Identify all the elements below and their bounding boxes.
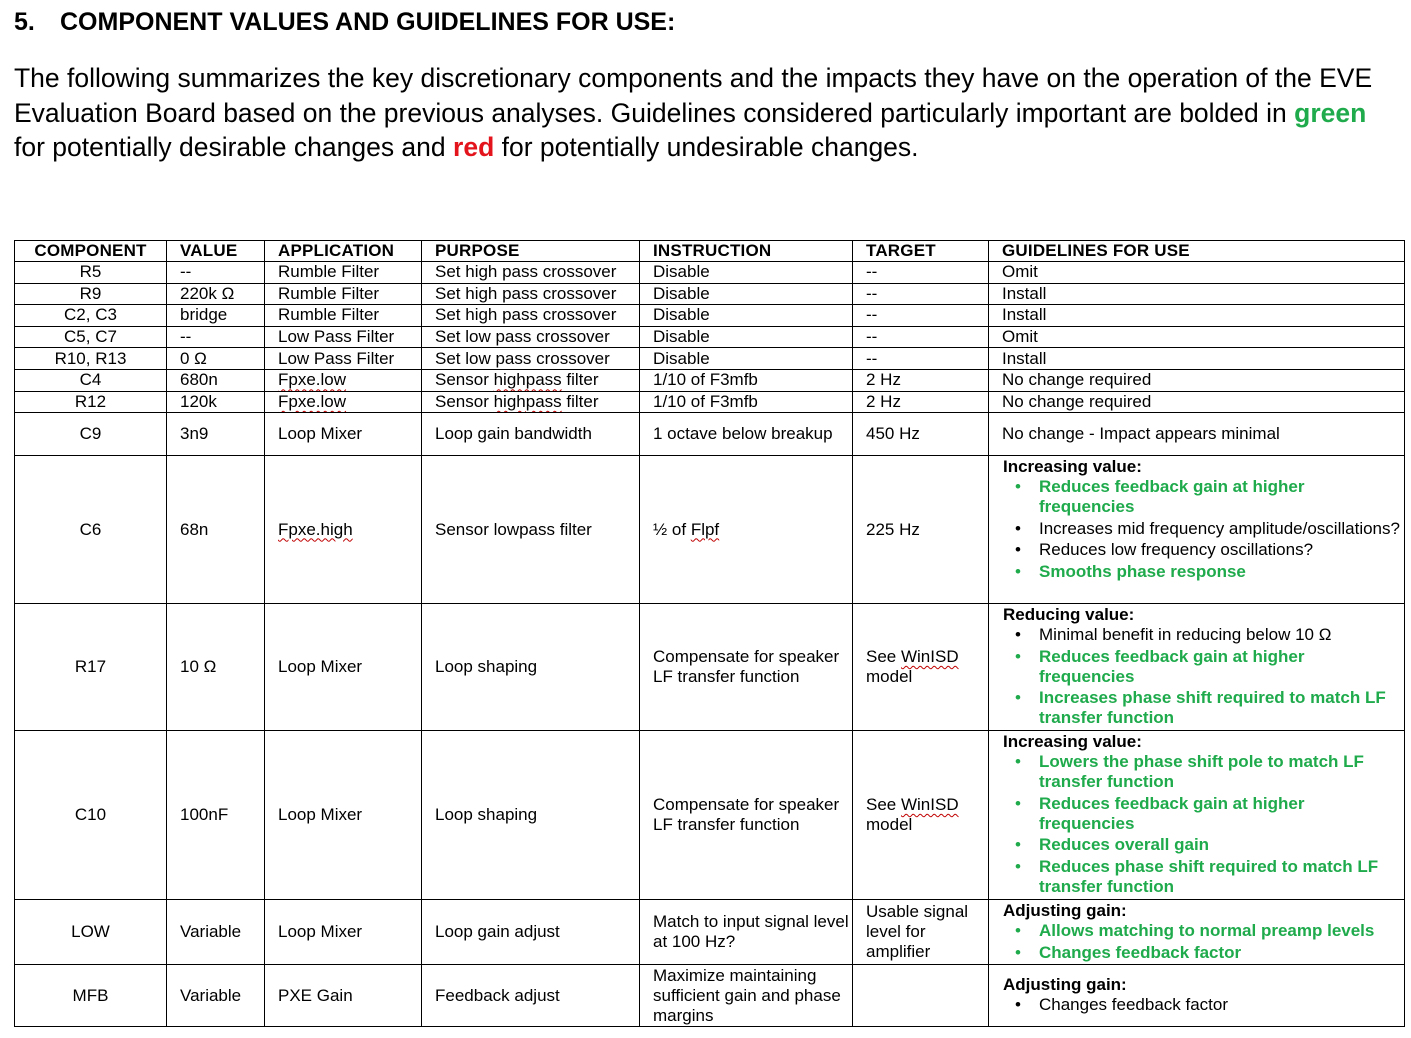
guideline-list <box>1003 625 1404 728</box>
table-header-row <box>15 241 1405 262</box>
cell-target: 2 Hz <box>853 369 989 391</box>
cell-target: -- <box>853 262 989 284</box>
cell-purpose: Loop shaping <box>422 604 640 731</box>
cell-guideline <box>989 456 1405 604</box>
cell-instruction: Disable <box>640 305 853 327</box>
header-value: VALUE <box>167 241 265 262</box>
section-title: COMPONENT VALUES AND GUIDELINES FOR USE: <box>60 8 676 36</box>
cell-value: 10 Ω <box>167 604 265 731</box>
component-table <box>14 240 1405 1027</box>
cell-target: -- <box>853 283 989 305</box>
cell-application: Low Pass Filter <box>265 348 422 370</box>
target-text: model <box>866 815 913 835</box>
cell-value: -- <box>167 326 265 348</box>
cell-instruction: Compensate for speaker LF transfer function <box>640 731 853 900</box>
guideline-heading: Adjusting gain: <box>1003 975 1127 995</box>
guideline-bullet: • Reduces phase shift required to match LF transfer function <box>1039 857 1404 897</box>
intro-red-word: red <box>453 132 495 162</box>
cell-instruction <box>640 456 853 604</box>
cell-instruction: Disable <box>640 326 853 348</box>
table-row <box>15 262 1405 284</box>
spellcheck-word: highpass <box>493 370 562 390</box>
cell-application: Low Pass Filter <box>265 326 422 348</box>
cell-value: -- <box>167 262 265 284</box>
table-row <box>15 965 1405 1027</box>
cell-guideline: Omit <box>989 262 1405 284</box>
guideline-list <box>1003 477 1404 582</box>
guideline-heading: Adjusting gain: <box>1003 901 1127 921</box>
table-row <box>15 283 1405 305</box>
guideline-bullet: • Increases mid frequency amplitude/oscillations? <box>1039 519 1404 539</box>
cell-component: R10, R13 <box>15 348 167 370</box>
cell-instruction: Compensate for speaker LF transfer function <box>640 604 853 731</box>
guideline-heading: Increasing value: <box>1003 732 1142 752</box>
cell-target: 2 Hz <box>853 391 989 413</box>
cell-target: -- <box>853 326 989 348</box>
guideline-bullet: • Reduces feedback gain at higher frequencies <box>1039 647 1404 687</box>
cell-component: C10 <box>15 731 167 900</box>
cell-value: 120k <box>167 391 265 413</box>
cell-application <box>265 456 422 604</box>
guideline-bullet: • Increases phase shift required to match LF transfer function <box>1039 688 1404 728</box>
cell-instruction: Maximize maintaining sufficient gain and phase margins <box>640 965 853 1027</box>
intro-green-word: green <box>1294 97 1367 128</box>
cell-purpose: Loop gain adjust <box>422 900 640 965</box>
cell-application: Rumble Filter <box>265 262 422 284</box>
cell-value: 220k Ω <box>167 283 265 305</box>
cell-target: -- <box>853 348 989 370</box>
header-component: COMPONENT <box>15 241 167 262</box>
section-number: 5. <box>14 8 35 36</box>
cell-component: C5, C7 <box>15 326 167 348</box>
guideline-bullet: • Lowers the phase shift pole to match LF transfer function <box>1039 752 1404 792</box>
cell-component: R17 <box>15 604 167 731</box>
cell-component: C2, C3 <box>15 305 167 327</box>
guideline-bullet: • Reduces feedback gain at higher frequencies <box>1039 477 1404 517</box>
intro-text-3: for potentially undesirable changes. <box>494 132 919 162</box>
cell-instruction: Disable <box>640 262 853 284</box>
table-row <box>15 413 1405 456</box>
cell-component: R9 <box>15 283 167 305</box>
cell-target <box>853 604 989 731</box>
cell-instruction: 1/10 of F3mfb <box>640 369 853 391</box>
cell-value: 3n9 <box>167 413 265 456</box>
cell-guideline <box>989 731 1405 900</box>
purpose-text: filter <box>561 370 599 390</box>
cell-guideline: Omit <box>989 326 1405 348</box>
intro-text-1: The following summarizes the key discretionary components and the impacts they have on the operation of the EVE Evaluation Board based on the previous analyses. Guidelines considered particularly important are bolded in <box>14 63 1373 128</box>
cell-guideline <box>989 604 1405 731</box>
cell-component: LOW <box>15 900 167 965</box>
guideline-bullet: • Reduces low frequency oscillations? <box>1039 540 1404 560</box>
guideline-list <box>1003 752 1404 897</box>
spellcheck-word: WinISD <box>900 647 959 667</box>
table-row <box>15 326 1405 348</box>
cell-value: 680n <box>167 369 265 391</box>
cell-instruction: Disable <box>640 283 853 305</box>
table-row <box>15 456 1405 604</box>
intro-text-2: for potentially desirable changes and <box>14 132 454 162</box>
cell-guideline: No change required <box>989 391 1405 413</box>
target-text: model <box>866 667 913 687</box>
cell-application <box>265 391 422 413</box>
cell-value: Variable <box>167 900 265 965</box>
cell-value: 100nF <box>167 731 265 900</box>
target-text: See <box>866 647 901 667</box>
cell-component: C9 <box>15 413 167 456</box>
header-guidelines: GUIDELINES FOR USE <box>989 241 1405 262</box>
cell-application <box>265 369 422 391</box>
cell-application: Rumble Filter <box>265 283 422 305</box>
table-row <box>15 900 1405 965</box>
guideline-heading: Reducing value: <box>1003 605 1135 625</box>
guideline-heading: Increasing value: <box>1003 457 1142 477</box>
cell-purpose: Loop shaping <box>422 731 640 900</box>
purpose-text: filter <box>561 391 599 411</box>
cell-application: Loop Mixer <box>265 900 422 965</box>
cell-instruction: Disable <box>640 348 853 370</box>
guideline-bullet: • Changes feedback factor <box>1039 995 1404 1015</box>
purpose-text: Sensor <box>435 391 494 411</box>
header-purpose: PURPOSE <box>422 241 640 262</box>
cell-application: Loop Mixer <box>265 413 422 456</box>
section-heading <box>14 8 675 37</box>
cell-guideline: No change required <box>989 369 1405 391</box>
cell-purpose: Feedback adjust <box>422 965 640 1027</box>
guideline-bullet: • Allows matching to normal preamp levels <box>1039 921 1404 941</box>
cell-application: Loop Mixer <box>265 604 422 731</box>
cell-guideline <box>989 965 1405 1027</box>
cell-purpose: Loop gain bandwidth <box>422 413 640 456</box>
cell-target: -- <box>853 305 989 327</box>
guideline-list <box>1003 921 1404 963</box>
table-row <box>15 305 1405 327</box>
cell-purpose: Set high pass crossover <box>422 305 640 327</box>
cell-target <box>853 965 989 1027</box>
spellcheck-word: highpass <box>493 391 562 411</box>
cell-application: Loop Mixer <box>265 731 422 900</box>
cell-component: MFB <box>15 965 167 1027</box>
table-row <box>15 604 1405 731</box>
spellcheck-word: Fpxe.low <box>278 370 347 390</box>
header-target: TARGET <box>853 241 989 262</box>
cell-purpose: Set low pass crossover <box>422 326 640 348</box>
cell-purpose <box>422 391 640 413</box>
spellcheck-word: WinISD <box>900 795 959 815</box>
cell-application: PXE Gain <box>265 965 422 1027</box>
cell-value: 0 Ω <box>167 348 265 370</box>
cell-purpose: Set high pass crossover <box>422 283 640 305</box>
cell-component: C4 <box>15 369 167 391</box>
cell-instruction: 1/10 of F3mfb <box>640 391 853 413</box>
cell-instruction: Match to input signal level at 100 Hz? <box>640 900 853 965</box>
cell-value: bridge <box>167 305 265 327</box>
table-row <box>15 369 1405 391</box>
guideline-bullet: • Reduces feedback gain at higher frequencies <box>1039 794 1404 834</box>
spellcheck-word: Flpf <box>690 519 720 539</box>
cell-target: 225 Hz <box>853 456 989 604</box>
cell-target: Usable signal level for amplifier <box>853 900 989 965</box>
cell-guideline: No change - Impact appears minimal <box>989 413 1405 456</box>
spellcheck-word: Fpxe.low <box>278 391 347 411</box>
cell-application: Rumble Filter <box>265 305 422 327</box>
cell-guideline: Install <box>989 348 1405 370</box>
cell-component: R12 <box>15 391 167 413</box>
purpose-text: Sensor <box>435 370 494 390</box>
header-application: APPLICATION <box>265 241 422 262</box>
table-row <box>15 348 1405 370</box>
guideline-bullet: • Minimal benefit in reducing below 10 Ω <box>1039 625 1404 645</box>
cell-purpose: Set low pass crossover <box>422 348 640 370</box>
header-instruction: INSTRUCTION <box>640 241 853 262</box>
instruction-text: ½ of <box>653 519 691 539</box>
cell-guideline <box>989 900 1405 965</box>
cell-component: R5 <box>15 262 167 284</box>
cell-value: Variable <box>167 965 265 1027</box>
guideline-list <box>1003 995 1404 1015</box>
spellcheck-word: Fpxe.high <box>278 519 353 539</box>
cell-target: 450 Hz <box>853 413 989 456</box>
guideline-bullet: • Smooths phase response <box>1039 562 1404 582</box>
cell-component: C6 <box>15 456 167 604</box>
cell-purpose: Sensor lowpass filter <box>422 456 640 604</box>
cell-value: 68n <box>167 456 265 604</box>
table-row <box>15 391 1405 413</box>
cell-purpose: Set high pass crossover <box>422 262 640 284</box>
guideline-bullet: • Changes feedback factor <box>1039 943 1404 963</box>
cell-purpose <box>422 369 640 391</box>
cell-target <box>853 731 989 900</box>
cell-guideline: Install <box>989 283 1405 305</box>
intro-paragraph <box>14 61 1404 165</box>
table-row <box>15 731 1405 900</box>
cell-guideline: Install <box>989 305 1405 327</box>
cell-instruction: 1 octave below breakup <box>640 413 853 456</box>
guideline-bullet: • Reduces overall gain <box>1039 835 1404 855</box>
target-text: See <box>866 795 901 815</box>
